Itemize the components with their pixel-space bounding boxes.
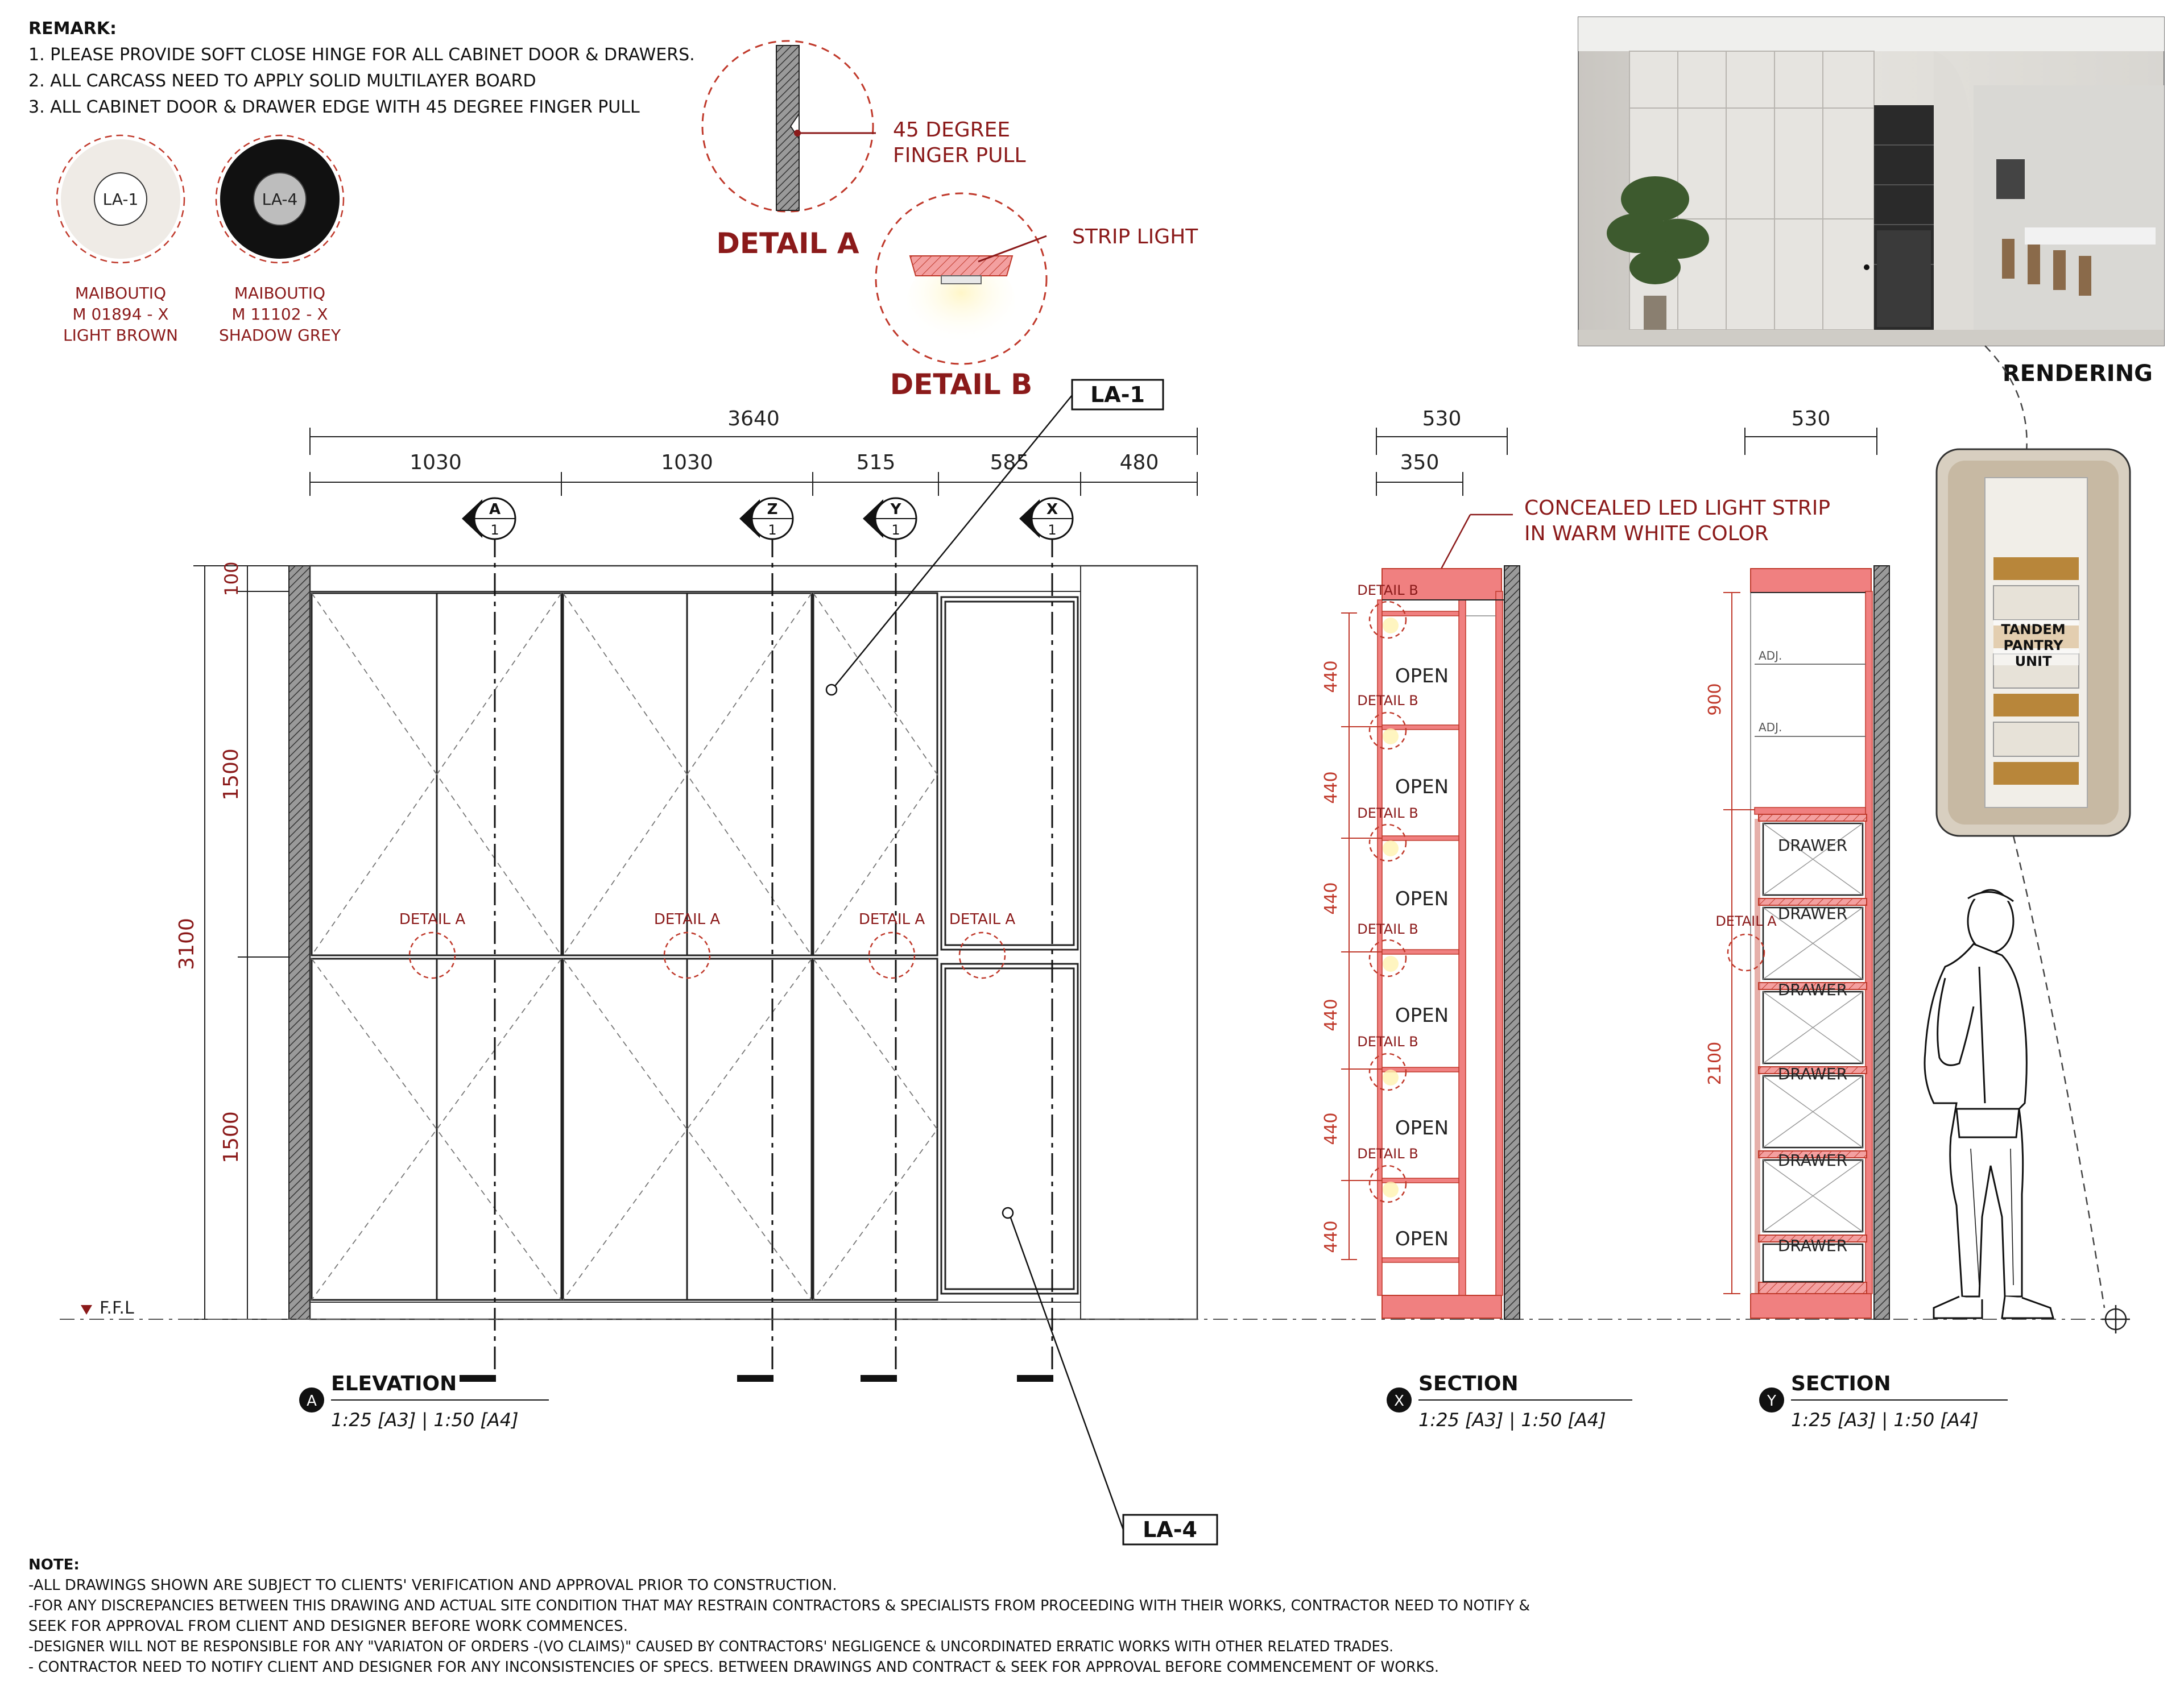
svg-text:X: X — [1046, 501, 1058, 518]
swatch-code: LA-4 — [262, 190, 298, 209]
detail-a-note-2: FINGER PULL — [893, 144, 1026, 167]
tag-la4 — [1123, 1515, 1217, 1544]
notes-line-3: SEEK FOR APPROVAL FROM CLIENT AND DESIGNER BEFORE WORK COMMENCES. — [28, 1618, 628, 1635]
dim-seg-2: 1030 — [661, 451, 713, 474]
title-section-y — [1759, 1372, 2008, 1431]
detail-a — [702, 41, 1026, 260]
svg-text:1: 1 — [768, 522, 777, 538]
dim-height-lower: 1500 — [220, 1111, 243, 1163]
svg-text:OPEN: OPEN — [1395, 776, 1449, 798]
ffl-label: F.F.L — [100, 1298, 134, 1318]
detail-a-title: DETAIL A — [716, 227, 859, 260]
svg-text:DRAWER: DRAWER — [1777, 1064, 1848, 1083]
notes-block — [28, 1556, 1530, 1676]
human-scale-figure — [1925, 890, 2053, 1318]
dim-total-height: 3100 — [175, 918, 198, 970]
title-section-x — [1387, 1372, 1632, 1431]
svg-text:DETAIL B: DETAIL B — [1357, 1146, 1418, 1162]
svg-text:SECTION: SECTION — [1418, 1372, 1519, 1395]
detail-b-title: DETAIL B — [890, 368, 1033, 401]
pantry-label-1: TANDEM — [2001, 622, 2066, 637]
notes-line-4: -DESIGNER WILL NOT BE RESPONSIBLE FOR ANY "VARIATON OF ORDERS -(VO CLAIMS)" CAUSED BY CONTRACTORS' NEGLIGENCE & UNCORDINATED ERRATIC WORKS WITH OTHER RELATED TRADES. — [28, 1638, 1393, 1655]
section-marker-a[interactable] — [462, 498, 515, 539]
swatch-name: LIGHT BROWN — [63, 326, 178, 345]
section-x-drawing — [1321, 407, 1830, 1319]
svg-text:OPEN: OPEN — [1395, 665, 1449, 687]
swatch-brand: MAIBOUTIQ — [75, 284, 167, 303]
dim-seg-4: 585 — [990, 451, 1029, 474]
dim-height-top: 100 — [221, 561, 242, 597]
svg-text:ELEVATION: ELEVATION — [331, 1372, 457, 1395]
swatch-ref: M 01894 - X — [72, 305, 169, 324]
svg-text:DETAIL B: DETAIL B — [1357, 582, 1418, 598]
svg-text:A: A — [307, 1393, 317, 1410]
svg-text:440: 440 — [1321, 1112, 1341, 1145]
led-note-1: CONCEALED LED LIGHT STRIP — [1524, 496, 1831, 520]
svg-text:DETAIL A: DETAIL A — [1715, 913, 1777, 929]
swatch-name: SHADOW GREY — [218, 326, 341, 345]
dim-y-total: 530 — [1791, 407, 1831, 430]
notes-line-5: - CONTRACTOR NEED TO NOTIFY CLIENT AND DESIGNER FOR ANY INCONSISTENCIES OF SPECS. BETWEEN DRAWINGS AND CONTRACT & SEEK FOR APPROVAL BEFORE COMMENCEMENT OF WORKS. — [28, 1659, 1439, 1676]
dim-x-total: 530 — [1422, 407, 1462, 430]
svg-text:Y: Y — [890, 501, 901, 518]
svg-text:440: 440 — [1321, 660, 1341, 693]
dim-seg-1: 1030 — [410, 451, 462, 474]
svg-text:DRAWER: DRAWER — [1777, 1236, 1848, 1255]
detail-b — [876, 193, 1198, 401]
svg-text:Y: Y — [1767, 1393, 1776, 1410]
svg-text:A: A — [489, 501, 501, 518]
svg-text:OPEN: OPEN — [1395, 1004, 1449, 1027]
svg-text:1:25 [A3] | 1:50 [A4]: 1:25 [A3] | 1:50 [A4] — [1791, 1409, 1979, 1431]
detail-a-note-1: 45 DEGREE — [893, 118, 1011, 142]
svg-text:DETAIL B: DETAIL B — [1357, 693, 1418, 709]
led-note-2: IN WARM WHITE COLOR — [1524, 522, 1769, 545]
remark-line-1: 1. PLEASE PROVIDE SOFT CLOSE HINGE FOR ALL CABINET DOOR & DRAWERS. — [28, 45, 695, 65]
svg-text:X: X — [1394, 1393, 1404, 1410]
svg-text:OPEN: OPEN — [1395, 1117, 1449, 1140]
notes-title: NOTE: — [28, 1556, 80, 1573]
svg-text:1:25 [A3] | 1:50 [A4]: 1:25 [A3] | 1:50 [A4] — [331, 1409, 519, 1431]
dim-total-width: 3640 — [727, 407, 780, 430]
swatch-code: LA-1 — [102, 190, 139, 209]
svg-text:ADJ.: ADJ. — [1759, 649, 1782, 662]
svg-text:LA-1: LA-1 — [1090, 382, 1145, 407]
remark-title: REMARK: — [28, 19, 117, 39]
svg-text:DETAIL B: DETAIL B — [1357, 805, 1418, 821]
svg-text:440: 440 — [1321, 771, 1341, 804]
remark-line-3: 3. ALL CABINET DOOR & DRAWER EDGE WITH 45 DEGREE FINGER PULL — [28, 97, 640, 117]
swatch-brand: MAIBOUTIQ — [234, 284, 326, 303]
svg-text:DRAWER: DRAWER — [1777, 904, 1848, 923]
svg-text:ADJ.: ADJ. — [1759, 720, 1782, 734]
pantry-inset-image — [1937, 449, 2130, 836]
detail-a-callout-2: DETAIL A — [653, 911, 721, 928]
dim-y-lower: 2100 — [1705, 1041, 1725, 1086]
rendering-title: RENDERING — [2002, 361, 2153, 387]
notes-line-2: -FOR ANY DISCREPANCIES BETWEEN THIS DRAWING AND ACTUAL SITE CONDITION THAT MAY RESTRAIN CONTRACTORS & SPECIALISTS FROM PROCEEDING WITH THEIR WORKS, CONTRACTOR NEED TO NOTIFY & — [28, 1597, 1530, 1614]
dim-seg-5: 480 — [1119, 451, 1159, 474]
svg-text:440: 440 — [1321, 1220, 1341, 1253]
remark-line-2: 2. ALL CARCASS NEED TO APPLY SOLID MULTILAYER BOARD — [28, 71, 536, 91]
svg-text:DETAIL B: DETAIL B — [1357, 921, 1418, 937]
svg-text:440: 440 — [1321, 882, 1341, 915]
notes-line-1: -ALL DRAWINGS SHOWN ARE SUBJECT TO CLIENTS' VERIFICATION AND APPROVAL PRIOR TO CONSTRUCTION. — [28, 1577, 837, 1594]
elevation-drawing — [175, 380, 1217, 1544]
svg-text:LA-4: LA-4 — [1143, 1517, 1197, 1542]
dim-seg-3: 515 — [856, 451, 896, 474]
dim-y-upper: 900 — [1705, 683, 1725, 716]
svg-text:1: 1 — [1048, 522, 1057, 538]
svg-text:DRAWER: DRAWER — [1777, 836, 1848, 855]
pantry-label-3: UNIT — [2015, 653, 2052, 669]
svg-text:Z: Z — [767, 501, 778, 518]
svg-text:SECTION: SECTION — [1791, 1372, 1891, 1395]
detail-a-callout-4: DETAIL A — [949, 911, 1016, 928]
section-marker-x[interactable] — [1019, 498, 1073, 539]
dim-height-upper: 1500 — [220, 748, 243, 801]
detail-a-callout-1: DETAIL A — [399, 911, 466, 928]
material-swatch-la4 — [216, 135, 344, 345]
dim-x-inner: 350 — [1400, 451, 1440, 474]
detail-a-callout-3: DETAIL A — [858, 911, 925, 928]
tag-la1 — [1072, 380, 1163, 409]
svg-text:1: 1 — [490, 522, 499, 538]
drawer-stack — [1755, 814, 1867, 1294]
svg-text:DRAWER: DRAWER — [1777, 1151, 1848, 1170]
svg-text:OPEN: OPEN — [1395, 1228, 1449, 1250]
detail-b-note: STRIP LIGHT — [1072, 225, 1198, 248]
svg-text:DETAIL B: DETAIL B — [1357, 1034, 1418, 1050]
pantry-label-2: PANTRY — [2003, 637, 2063, 653]
material-swatch-la1 — [57, 135, 184, 345]
remark-block — [28, 19, 695, 117]
section-marker-z[interactable] — [739, 498, 793, 539]
ffl-marker-icon — [2102, 1305, 2130, 1333]
title-elevation-a — [299, 1372, 549, 1431]
svg-text:OPEN: OPEN — [1395, 888, 1449, 910]
section-marker-y[interactable] — [863, 498, 916, 539]
svg-text:1:25 [A3] | 1:50 [A4]: 1:25 [A3] | 1:50 [A4] — [1418, 1409, 1606, 1431]
swatch-ref: M 11102 - X — [231, 305, 328, 324]
svg-text:1: 1 — [891, 522, 900, 538]
rendering-image — [1578, 17, 2164, 346]
svg-text:440: 440 — [1321, 999, 1341, 1032]
svg-text:DRAWER: DRAWER — [1777, 980, 1848, 999]
